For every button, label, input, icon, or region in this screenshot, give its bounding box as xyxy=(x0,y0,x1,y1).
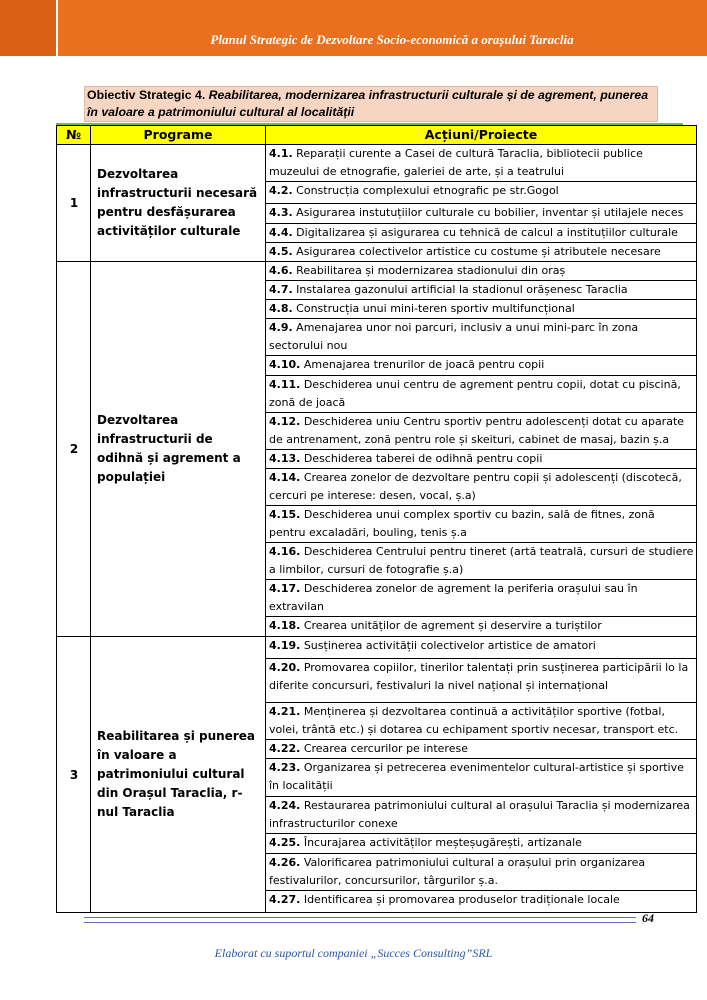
action-number: 4.21. xyxy=(269,705,301,718)
action-text: Amenajarea trenurilor de joacă pentru copii xyxy=(300,358,545,371)
action-text: Instalarea gazonului artificial la stadionul orășenesc Taraclia xyxy=(292,283,628,296)
action-cell xyxy=(266,834,697,854)
action-cell xyxy=(266,356,697,376)
action-number: 4.2. xyxy=(269,184,293,197)
action-number: 4.4. xyxy=(269,226,293,239)
page-header-title: Planul Strategic de Dezvoltare Socio-economică a orașului Taraclia xyxy=(210,32,574,47)
col-header-nr: № xyxy=(57,126,91,145)
program-name: Reabilitarea și punerea în valoare a patrimoniului cultural din Orașul Taraclia, r-nul Taraclia xyxy=(91,637,266,913)
action-text: Organizarea și petrecerea evenimentelor cultural-artistice și sportive în localității xyxy=(269,761,684,792)
action-text: Promovarea copiilor, tinerilor talentați prin susținerea participării lo la diferite concursuri, festivaluri la nivel național și internațional xyxy=(269,661,689,692)
action-text: Deschiderea zonelor de agrement la periferia orașului sau în extravilan xyxy=(269,582,638,613)
action-number: 4.17. xyxy=(269,582,301,595)
action-number: 4.13. xyxy=(269,452,301,465)
action-text: Crearea zonelor de dezvoltare pentru copii și adolescenți (discotecă, cercuri pe interese: desen, vocal, ș.a) xyxy=(269,471,682,502)
action-number: 4.15. xyxy=(269,508,301,521)
action-cell xyxy=(266,450,697,469)
action-cell xyxy=(266,797,697,834)
action-number: 4.19. xyxy=(269,639,301,652)
action-cell xyxy=(266,506,697,543)
page-number: 64 xyxy=(642,911,654,925)
action-number: 4.7. xyxy=(269,283,293,296)
action-text: Deschiderea unui complex sportiv cu bazin, sală de fitnes, zonă pentru excaladări, bouling, tenis ș.a xyxy=(269,508,655,539)
action-cell xyxy=(266,262,697,281)
action-number: 4.23. xyxy=(269,761,301,774)
action-number: 4.25. xyxy=(269,836,301,849)
action-number: 4.8. xyxy=(269,302,293,315)
action-number: 4.20. xyxy=(269,661,301,674)
action-cell xyxy=(266,413,697,450)
table-row xyxy=(57,262,697,281)
action-number: 4.9. xyxy=(269,321,293,334)
action-cell xyxy=(266,703,697,740)
action-text: Valorificarea patrimoniului cultural a orașului prin organizarea festivalurilor, concursurilor, târgurilor ș.a. xyxy=(269,856,646,887)
col-header-programs: Programe xyxy=(91,126,266,145)
action-number: 4.18. xyxy=(269,619,301,632)
objective-lead: Obiectiv Strategic 4. xyxy=(87,88,209,102)
action-cell xyxy=(266,759,697,797)
action-cell xyxy=(266,637,697,659)
action-number: 4.1. xyxy=(269,147,293,160)
action-cell xyxy=(266,659,697,703)
footer-credit: Elaborat cu suportul companiei „Succes Consulting”SRL xyxy=(214,946,493,960)
action-cell xyxy=(266,204,697,224)
action-cell xyxy=(266,224,697,243)
action-text: Încurajarea activităților meșteșugărești, artizanale xyxy=(300,836,582,849)
action-cell xyxy=(266,376,697,413)
action-text: Amenajarea unor noi parcuri, inclusiv a unui mini-parc în zona sectorului nou xyxy=(269,321,639,352)
action-text: Deschiderea uniu Centru sportiv pentru adolescenți dotat cu aparate de antrenament, zonă pentru role și skeituri, cabinet de masaj, bazin ș.a xyxy=(269,415,685,446)
action-number: 4.5. xyxy=(269,245,293,258)
action-number: 4.12. xyxy=(269,415,301,428)
table-row xyxy=(57,637,697,659)
action-text: Reparații curente a Casei de cultură Taraclia, bibliotecii publice muzeului de etnografie, galeriei de arte, și a teatrului xyxy=(269,147,643,178)
program-name: Dezvoltarea infrastructurii necesară pentru desfășurarea activităților culturale xyxy=(91,145,266,262)
footer-rule xyxy=(84,917,636,923)
action-text: Digitalizarea și asigurarea cu tehnică de calcul a instituțiilor culturale xyxy=(292,226,678,239)
action-text: Deschiderea unui centru de agrement pentru copii, dotat cu piscină, zonă de joacă xyxy=(269,378,681,409)
action-number: 4.27. xyxy=(269,893,301,906)
action-text: Menținerea și dezvoltarea continuă a activităților sportive (fotbal, volei, trântă etc.) și dotarea cu echipament sportiv necesar, transport etc. xyxy=(269,705,679,736)
action-number: 4.26. xyxy=(269,856,301,869)
header-bar xyxy=(0,0,707,56)
action-cell xyxy=(266,145,697,182)
objective-text: Reabilitarea, modernizarea infrastructurii culturale și de agrement, punerea în valoare a patrimoniului cultural al localității xyxy=(87,88,649,119)
action-number: 4.16. xyxy=(269,545,301,558)
action-number: 4.24. xyxy=(269,799,301,812)
action-cell xyxy=(266,469,697,506)
action-cell xyxy=(266,617,697,637)
program-number: 1 xyxy=(57,145,91,262)
action-text: Susținerea activității colectivelor artistice de amatori xyxy=(300,639,596,652)
table-row xyxy=(57,145,697,182)
actions-table xyxy=(56,125,697,913)
action-number: 4.3. xyxy=(269,206,293,219)
action-number: 4.10. xyxy=(269,358,301,371)
action-number: 4.11. xyxy=(269,378,301,391)
program-name: Dezvoltarea infrastructurii de odihnă și agrement a populației xyxy=(91,262,266,637)
action-text: Reabilitarea și modernizarea stadionului din oraș xyxy=(292,264,566,277)
action-text: Crearea unităților de agrement și deservire a turiștilor xyxy=(300,619,602,632)
action-cell xyxy=(266,243,697,262)
action-cell xyxy=(266,891,697,913)
action-text: Identificarea și promovarea produselor tradiționale locale xyxy=(300,893,620,906)
action-text: Construcția complexului etnografic pe str.Gogol xyxy=(292,184,559,197)
table-header-row xyxy=(57,126,697,145)
action-cell xyxy=(266,740,697,759)
program-number: 3 xyxy=(57,637,91,913)
action-text: Crearea cercurilor pe interese xyxy=(300,742,468,755)
action-cell xyxy=(266,182,697,204)
action-text: Deschiderea Centrului pentru tineret (artă teatrală, cursuri de studiere a limbilor, cursuri de fotografie ș.a) xyxy=(269,545,694,576)
action-number: 4.22. xyxy=(269,742,301,755)
action-cell xyxy=(266,543,697,580)
action-text: Asigurarea instutuțiilor culturale cu bobilier, inventar și utilajele neces xyxy=(292,206,684,219)
action-text: Asigurarea colectivelor artistice cu costume și atributele necesare xyxy=(292,245,661,258)
action-number: 4.6. xyxy=(269,264,293,277)
program-number: 2 xyxy=(57,262,91,637)
action-cell xyxy=(266,319,697,356)
action-text: Restaurarea patrimoniului cultural al orașului Taraclia și modernizarea infrastructurilor conexe xyxy=(269,799,690,830)
action-cell xyxy=(266,300,697,319)
header-notch xyxy=(0,0,58,56)
action-text: Construcția unui mini-teren sportiv multifuncțional xyxy=(292,302,575,315)
objective-title xyxy=(84,86,658,122)
action-cell xyxy=(266,281,697,300)
action-cell xyxy=(266,854,697,891)
action-text: Deschiderea taberei de odihnă pentru copii xyxy=(300,452,543,465)
col-header-actions: Acțiuni/Proiecte xyxy=(266,126,697,145)
table-body xyxy=(57,145,697,913)
action-number: 4.14. xyxy=(269,471,301,484)
action-cell xyxy=(266,580,697,617)
